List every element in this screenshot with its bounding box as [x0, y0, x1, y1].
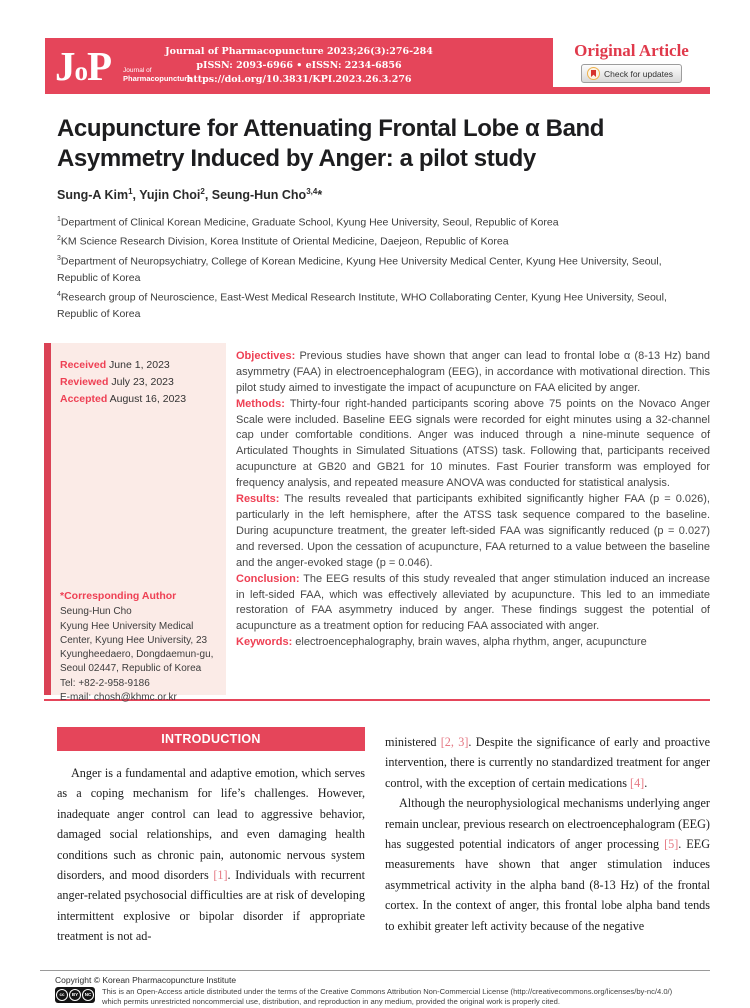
affiliation-list: [57, 212, 702, 323]
affiliation: $^1$Department of Clinical Korean Medicine, Graduate School, Kyung Hee University, Seoul, Republic of Korea: [57, 216, 559, 229]
footer-divider-line: [40, 970, 710, 971]
received-date: Received June 1, 2023: [60, 358, 170, 371]
abstract-section: [44, 343, 710, 704]
abstract-methods: Methods: Thirty-four right-handed participants scoring above 75 points on the Novaco Anger Scale were included. Baseline EEG signals were recorded for eight minutes using a 32-channel cap under comfortable conditions. Anger was induced through a nine-minute sequence of Articulated Thoughts in Simulated Situations (ATSS) task. Following that, participants received acupuncture at GB20 and GB21 for 10 minutes. Fast Fourier transform was employed for frequency analysis, and repeated measure ANOVA was conducted for statistical analysis.: [236, 397, 710, 490]
corresponding-author-email[interactable]: E-mail: chosh@khmc.or.kr: [60, 692, 177, 704]
check-for-updates-label: Check for updates: [604, 68, 673, 79]
author-list: [57, 187, 710, 202]
introduction-right-column: [385, 727, 710, 959]
author-affiliation-sup: 3,4: [306, 187, 318, 196]
accepted-date: Accepted August 16, 2023: [60, 392, 187, 405]
title-line-2: Asymmetry Induced by Anger: a pilot study: [57, 145, 536, 172]
journal-volume-line: Journal of Pharmacopuncture 2023;26(3):276-284: [165, 46, 433, 57]
logo-subtitle-line2: Pharmacopuncture: [123, 74, 192, 83]
logo-subtitle-line1: Journal of: [123, 67, 152, 74]
license-row: [55, 987, 710, 1008]
journal-doi-link[interactable]: https://doi.org/10.3831/KPI.2023.26.3.276: [186, 74, 412, 85]
article-history-dates: [51, 343, 226, 408]
nc-icon: NC: [82, 989, 94, 1001]
copyright-line: Copyright © Korean Pharmacopuncture Institute: [55, 974, 237, 985]
creative-commons-badge: [55, 987, 95, 1003]
journal-issn-line: pISSN: 2093-6966 • eISSN: 2234-6856: [196, 60, 402, 71]
corresponding-author-name: Seung-Hun Cho: [60, 606, 132, 618]
journal-header-banner: [45, 38, 710, 94]
corresponding-author-tel: Tel: +82-2-958-9186: [60, 677, 150, 689]
reviewed-date: Reviewed July 23, 2023: [60, 375, 174, 388]
footer: [55, 975, 710, 1008]
author: Seung-Hun Cho$^{3,4}$*: [211, 187, 323, 203]
corresponding-author-star: *: [317, 188, 323, 203]
corresponding-author-block: [60, 589, 221, 705]
affiliation: $^2$KM Science Research Division, Korea Institute of Oriental Medicine, Daejeon, Republic of Korea: [57, 235, 509, 248]
introduction-paragraph-2: Although the neurophysiological mechanisms underlying anger remain unclear, previous research on electroencephalogram (EEG) has suggested potential indicators of anger processing [5]. EEG measurements have shown that anger stimulation induces asymmetrical activity in the alpha band (8-13 Hz) of the frontal cortex. In the context of anger, this frontal lobe alpha band tends to exhibit greater left activity because of the negative: [385, 796, 710, 933]
introduction-paragraph-1: Anger is a fundamental and adaptive emotion, which serves as a coping mechanism for life’s challenges. However, inadequate anger control can lead to aggressive behavior, damaged social relationships, and even damaging health conditions such as chronic pain, autonomic nervous system disorders, and mood disorders [1]. Individuals with recurrent anger-related psychosocial difficulties are at risk of developing intermittent explosive or bipolar disorder if appropriate treatment is not ad-: [57, 765, 365, 944]
introduction-paragraph-1-continued: ministered [2, 3]. Despite the significance of early and proactive intervention, there is currently no standardized treatment for anger control, with the exception of certain medications [4].: [385, 734, 710, 790]
page-title: [57, 114, 710, 174]
cc-icon: cc: [56, 989, 68, 1001]
citation-4[interactable]: [4]: [630, 775, 645, 790]
author-affiliation-sup: 2: [200, 187, 205, 196]
license-line-2: which permits unrestricted noncommercial use, distribution, and reproduction in any medium, provided the original work is properly cited.: [102, 997, 560, 1007]
citation-1[interactable]: [1]: [213, 867, 228, 882]
journal-citation-info: [45, 45, 553, 87]
affiliation: $^4$Research group of Neuroscience, East-West Medical Research Institute, WHO Collaborating Center, Kyung Hee University, Seoul, Republic of Korea: [57, 290, 667, 321]
abstract-results: Results: The results revealed that participants exhibited significantly higher FAA (p = 0.026), particularly in the left hemisphere, after the ATSS task sequence compared to the baseline. During acupuncture treatment, the greater left-sided FAA was significantly reduced (p = 0.027) and reversed. Upon the cessation of acupuncture, FAA returned to a value between the baseline and the anger-evoked stage (p = 0.046).: [236, 493, 710, 569]
introduction-section: [57, 727, 710, 959]
article-info-sidebar: [44, 343, 226, 704]
keywords-line: Keywords: electroencephalography, brain waves, alpha rhythm, anger, acupuncture: [236, 636, 647, 649]
introduction-heading: INTRODUCTION: [57, 727, 365, 751]
license-line-1: This is an Open-Access article distributed under the terms of the Creative Commons Attribution Non-Commercial License (http://creativecommons.org/licenses/by-nc/4.0/): [102, 986, 673, 996]
citation-5[interactable]: [5]: [664, 836, 679, 851]
abstract-conclusion: Conclusion: The EEG results of this study revealed that anger stimulation induced an increase in left-sided FAA, which was effectively alleviated by acupuncture. This led to an immediate restoration of FAA asymmetry induced by anger. These findings suggest the potential of acupuncture as a treatment option for reducing FAA associated with anger.: [236, 572, 710, 633]
author: Yujin Choi$^2$,: [139, 187, 212, 203]
check-for-updates-button[interactable]: [581, 64, 682, 83]
jop-logo-text: JoP: [55, 43, 112, 89]
affiliation: $^3$Department of Neuropsychiatry, College of Korean Medicine, Kyung Hee University Medical Center, Kyung Hee University, Seoul, Republic of Korea: [57, 254, 662, 285]
article-type-box: [553, 38, 710, 87]
by-icon: BY: [69, 989, 81, 1001]
introduction-left-column: [57, 727, 365, 959]
abstract-text: [236, 343, 710, 695]
license-text: [102, 987, 672, 1008]
title-line-1: Acupuncture for Attenuating Frontal Lobe α Band: [57, 115, 605, 142]
bookmark-icon: [591, 70, 596, 77]
author: Sung-A Kim$^1$,: [57, 187, 140, 203]
corresponding-author-heading: *Corresponding Author: [60, 589, 177, 602]
abstract-objectives: Objectives: Previous studies have shown that anger can lead to frontal lobe α (8-13 Hz) band asymmetry (FAA) in electroencephalogram (EEG), in accordance with motivational direction. This pilot study aimed to investigate the impact of acupuncture on FAA elicited by anger.: [236, 349, 710, 394]
corresponding-author-address: Kyung Hee University Medical Center, Kyung Hee University, 23 Kyungheedaero, Dongdaemun-gu, Seoul 02447, Republic of Korea: [60, 620, 214, 675]
author-affiliation-sup: 1: [128, 187, 133, 196]
crossmark-icon: [587, 67, 600, 80]
article-type-label: Original Article: [574, 41, 689, 60]
citation-2-3[interactable]: [2, 3]: [440, 734, 469, 749]
